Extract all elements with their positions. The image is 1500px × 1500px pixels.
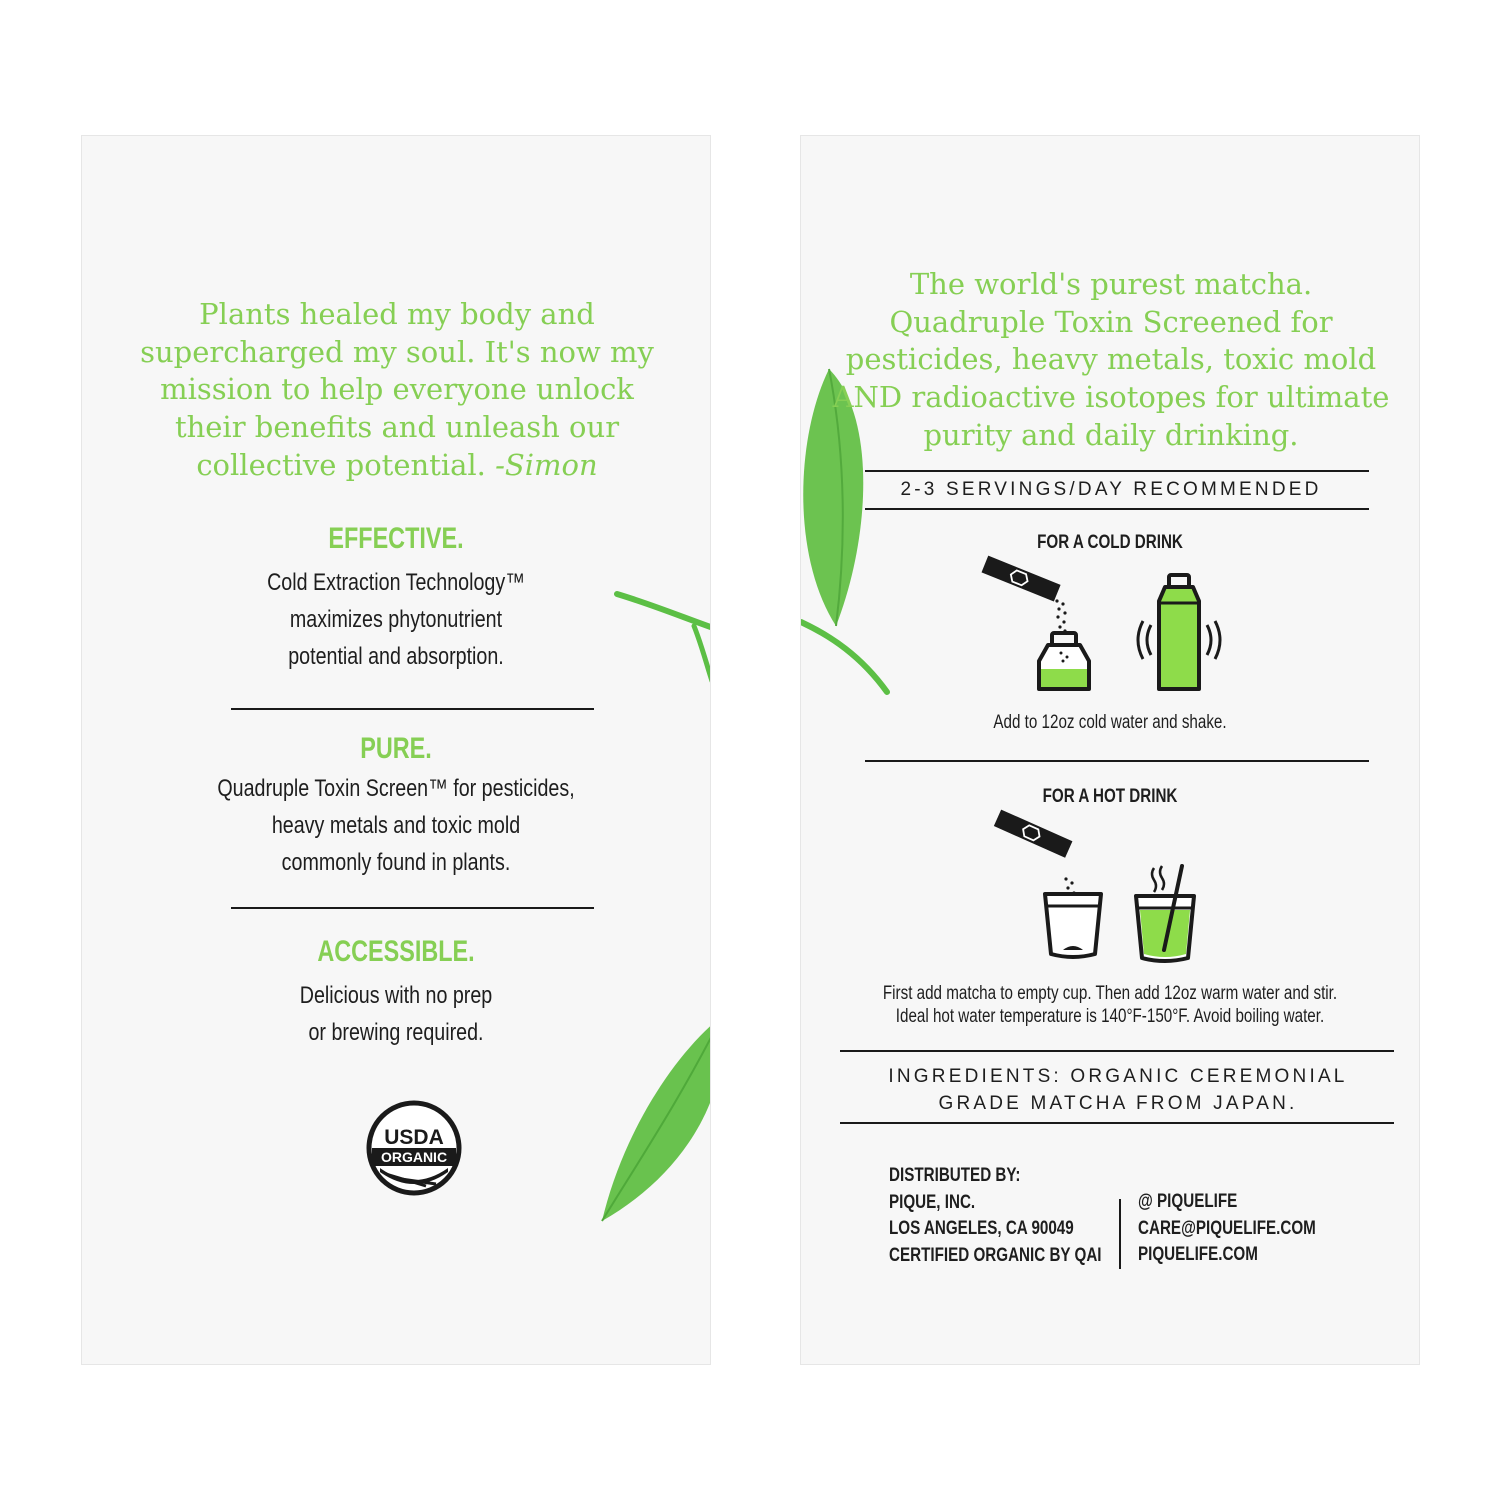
contact-email-link[interactable]: CARE@PIQUELIFE.COM [1138,1217,1316,1239]
right-panel [800,135,1420,1365]
section-line: commonly found in plants. [281,849,511,876]
distributor-line: LOS ANGELES, CA 90049 [889,1218,1074,1239]
section-line: or brewing required. [308,1019,484,1046]
hot-drink-instruction [863,982,1357,1028]
divider [865,470,1369,472]
quote-line: Plants healed my body and [199,297,595,331]
divider [865,508,1369,510]
distributor-line: PIQUE, INC. [889,1191,976,1213]
quote-line: their benefits and unleash our [174,410,620,445]
left-panel [81,135,711,1365]
headline-line: purity and daily drinking. [923,417,1299,452]
quote-line-text: collective potential. [196,447,486,482]
distributor-line: DISTRIBUTED BY: [889,1165,1021,1186]
distributor-line: CERTIFIED ORGANIC BY QAI [889,1244,1102,1266]
divider [840,1122,1394,1124]
contact-social-handle[interactable]: @ PIQUELIFE [1138,1191,1238,1212]
vertical-divider [1119,1199,1121,1269]
section-line: maximizes phytonutrient [289,606,503,633]
quote-signature: -Simon [495,447,598,482]
headline-line: Quadruple Toxin Screened for [889,304,1333,339]
section-line: Cold Extraction Technology™ [267,569,525,596]
divider [231,708,594,710]
section-heading-effective: EFFECTIVE. [328,522,464,555]
quote-line: mission to help everyone unlock [160,372,634,407]
empty-cup-icon [1041,890,1105,962]
shaker-bottle-icon [1033,631,1095,693]
ingredients-line: INGREDIENTS: ORGANIC CEREMONIAL [888,1066,1348,1087]
founder-quote [82,296,711,485]
section-body-pure [139,770,654,881]
headline [801,266,1420,455]
distributor-info [889,1163,1102,1269]
headline-line: pesticides, heavy metals, toxic mold [845,342,1377,377]
divider [231,907,594,909]
cold-drink-title: FOR A COLD DRINK [1037,532,1183,553]
section-line: potential and absorption. [288,643,504,670]
section-body-accessible [139,977,654,1051]
section-line: heavy metals and toxic mold [271,812,521,839]
section-line: Delicious with no prep [299,982,493,1009]
usda-organic-seal-icon [366,1100,462,1196]
headline-line: AND radioactive isotopes for ultimate [832,380,1390,415]
ingredients [801,1063,1420,1117]
divider [840,1050,1394,1052]
quote-line: supercharged my soul. It's now my [140,334,654,369]
section-heading-pure: PURE. [360,732,432,765]
section-heading-accessible: ACCESSIBLE. [317,935,475,968]
headline-line: The world's purest matcha. [909,267,1313,301]
shaking-bottle-icon [1129,573,1229,695]
servings-banner: 2-3 SERVINGS/DAY RECOMMENDED [900,479,1322,500]
quote-line [82,447,711,485]
cold-drink-instruction: Add to 12oz cold water and shake. [993,712,1227,733]
contact-info [1138,1189,1316,1269]
usda-seal-top-text: USDA [384,1126,444,1149]
divider [865,760,1369,762]
usda-seal-bottom-text: ORGANIC [380,1149,448,1165]
hot-matcha-cup-icon [1132,854,1202,964]
matcha-stick-pour-icon [991,816,1081,866]
section-line: Quadruple Toxin Screen™ for pesticides, [217,775,575,802]
ingredients-line: GRADE MATCHA FROM JAPAN. [938,1093,1298,1114]
contact-website-link[interactable]: PIQUELIFE.COM [1138,1244,1258,1265]
section-body-effective [139,564,654,675]
hot-drink-title: FOR A HOT DRINK [1042,786,1178,807]
instruction-line: Ideal hot water temperature is 140°F-150°F. Avoid boiling water. [895,1006,1325,1027]
instruction-line: First add matcha to empty cup. Then add 12oz warm water and stir. [882,983,1338,1004]
